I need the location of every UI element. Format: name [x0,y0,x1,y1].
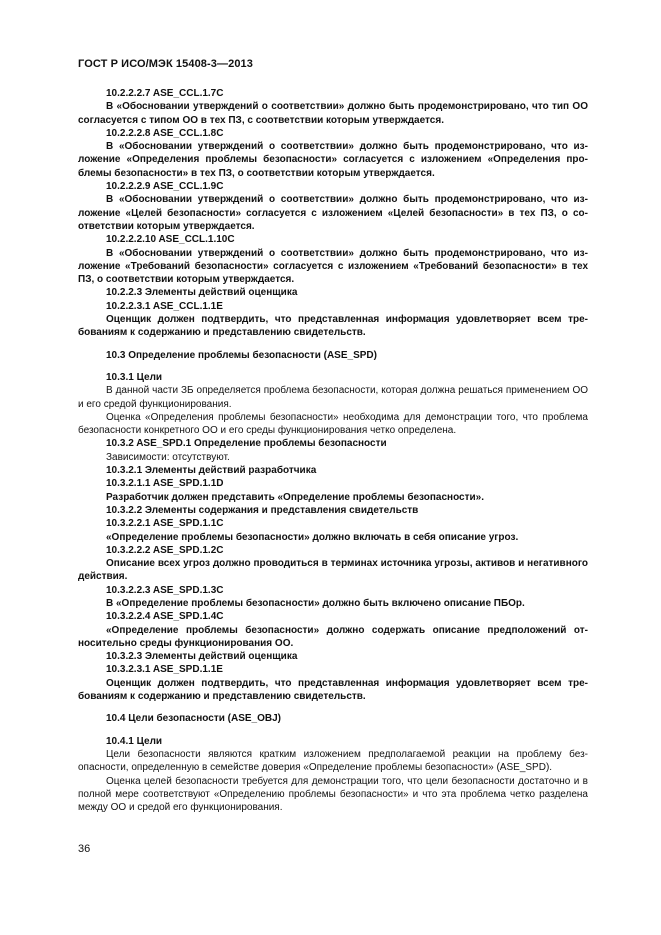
paragraph-bold: 10.2.2.2.7 ASE_CCL.1.7C [106,88,224,99]
paragraph-bold: 10.3.2.2.3 ASE_SPD.1.3C [106,584,224,596]
paragraph-bold: В «Определение проблемы безопасности» должно быть включено описание ПБОр. [106,597,525,609]
paragraph-bold: 10.3.2.2.1 ASE_SPD.1.1C [106,518,224,530]
paragraph-bold: Оценщик должен подтвердить, что представленная информация удовлетворяет всем требованиям к содержанию и представлению свидетельств. [78,314,588,339]
paragraph-bold: 10.3.1 Цели [106,371,163,383]
paragraph-bold: Описание всех угроз должно проводиться в терминах источника угрозы, активов и негативного действия. [78,558,588,583]
paragraph-bold: 10.2.2.2.9 ASE_CCL.1.9C [106,181,224,193]
paragraph-bold: 10.2.2.2.8 ASE_CCL.1.8C [106,127,224,139]
paragraph-bold: «Определение проблемы безопасности» должно включать в себя описание угроз. [106,531,519,543]
paragraph: Оценка целей безопасности требуется для демонстрации того, что цели безопасности достаточно и в полной мере соответствуют «Определению проблемы безопасности» и что эта проблема четко разделена между ОО и средой его функционирования. [78,775,588,814]
paragraph-bold: В «Обосновании утверждений о соответствии» должно быть продемонстрировано, что изложение «Целей безопасности» согласуется с изложением «Целей безопасности» в тех ПЗ, о соответствии которым утверждается. [78,194,588,232]
paragraph: Цели безопасности являются кратким изложением предполагаемой реакции на проблему безопасности, определенную в семействе доверия «Определение проблемы безопасности» (ASE_SPD). [78,748,588,774]
paragraph-bold: 10.4 Цели безопасности (ASE_OBJ) [106,713,281,725]
paragraph-bold: 10.2.2.3 Элементы действий оценщика [106,287,298,299]
paragraph-bold: 10.3.2.2.4 ASE_SPD.1.4C [106,611,224,623]
paragraph-bold: 10.3.2.2 Элементы содержания и представления свидетельств [106,504,419,516]
paragraph-bold: 10.3.2.1 Элементы действий разработчика [106,465,317,477]
paragraph-bold: Оценщик должен подтвердить, что представленная информация удовлетворяет всем требованиям к содержанию и представлению свидетельств. [78,677,588,703]
paragraph-bold: 10.2.2.3.1 ASE_CCL.1.1E [106,300,223,312]
paragraph-bold: В «Обосновании утверждений о соответствии» должно быть продемонстрировано, что тип ОО согласуется с типом ОО в тех ПЗ, с соответствии которым утверждается. [78,101,588,126]
paragraph-bold: 10.3.2.2.2 ASE_SPD.1.2C [106,544,224,556]
paragraph-bold: В «Обосновании утверждений о соответствии» должно быть продемонстрировано, что изложение «Определения проблемы безопасности» согласуется с изложением «Определения проблемы безопасности» в тех ПЗ, о соответствии которым утверждается. [78,141,588,179]
paragraph-bold: 10.3.2.3.1 ASE_SPD.1.1E [106,664,223,676]
paragraph-bold: Разработчик должен представить «Определение проблемы безопасности». [106,491,485,503]
paragraph-bold: 10.3.2 ASE_SPD.1 Определение проблемы безопасности [106,438,387,450]
page-number: 36 [78,843,91,855]
paragraph: Зависимости: отсутствуют. [106,451,230,463]
document-body [78,87,588,814]
paragraph-bold: 10.4.1 Цели [106,735,163,747]
paragraph-bold: 10.2.2.2.10 ASE_CCL.1.10C [106,234,235,246]
paragraph-bold: В «Обосновании утверждений о соответствии» должно быть продемонстрировано, что изложение «Требований безопасности» согласуется с изложением «Требований безопасности» в тех ПЗ, о соответствии которым утверждается. [78,247,588,286]
paragraph-bold: 10.3.2.3 Элементы действий оценщика [106,651,298,663]
paragraph-bold: 10.3 Определение проблемы безопасности (ASE_SPD) [106,349,377,361]
paragraph-bold: «Определение проблемы безопасности» должно содержать описание предположений относительно среды функционирования ОО. [78,624,588,649]
paragraph: Оценка «Определения проблемы безопасности» необходима для демонстрации того, что проблема безопасности конкретного ОО и его среды функционирования четко определена. [78,411,588,437]
document-header: ГОСТ Р ИСО/МЭК 15408-3—2013 [78,58,253,70]
paragraph: В данной части ЗБ определяется проблема безопасности, которая должна решаться применением ОО и его средой функционирования. [78,385,588,410]
paragraph-bold: 10.3.2.1.1 ASE_SPD.1.1D [106,478,224,490]
